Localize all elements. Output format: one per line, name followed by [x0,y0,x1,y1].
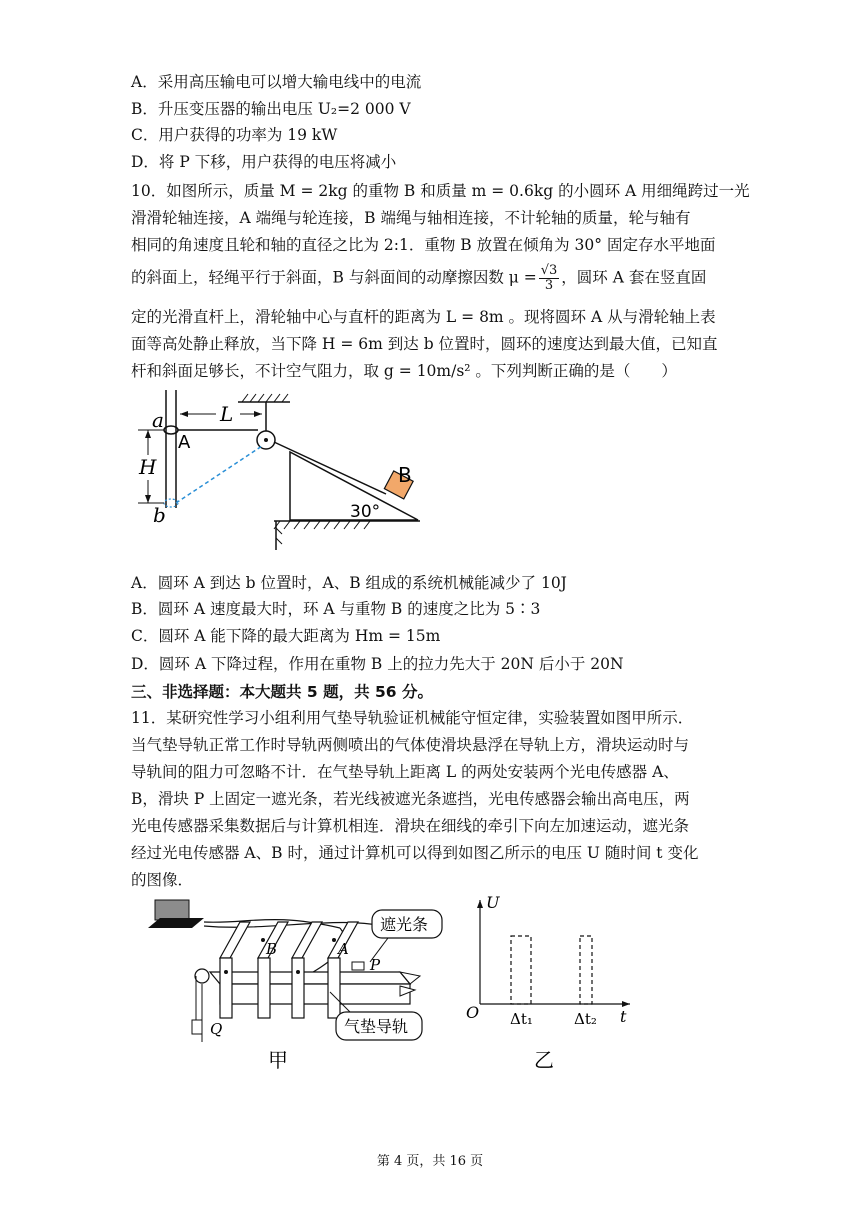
fig1-label-H: H [139,455,157,479]
mu-denominator: 3 [544,278,554,293]
fig1-label-A: A [178,432,191,453]
fig1-label-angle: 30° [350,502,381,522]
pulley-incline-figure [128,390,428,560]
fig1-label-a: a [152,408,164,432]
section-heading: 三、非选择题：本大题共 5 题，共 56 分。 [131,683,433,701]
mu-fraction [539,264,560,293]
callout-qidiandaogui: 气垫导轨 [344,1017,409,1036]
q10-line-4 [131,264,731,293]
q9-option-c: C．用户获得的功率为 19 kW [131,126,338,144]
fig2-label-Q: Q [210,1020,223,1038]
fig1-label-L: L [220,402,234,426]
q10-line-4b: ，圆环 A 套在竖直固 [561,268,707,287]
q9-option-a: A．采用高压输电可以增大输电线中的电流 [131,73,422,91]
q10-line-2: 滑滑轮轴连接，A 端绳与轮连接，B 端绳与轴相连接，不计轮轴的质量，轮与轴有 [131,209,691,227]
fig2-label-P: P [370,956,381,974]
chart-label-dt1: Δt₁ [510,1010,533,1028]
q10-line-5: 定的光滑直杆上，滑轮轴中心与直杆的距离为 L = 8m 。现将圆环 A 从与滑轮轴上表 [131,308,716,326]
air-track-figure [130,892,640,1082]
q11-line-5: 光电传感器采集数据后与计算机相连．滑块在细线的牵引下向左加速运动，遮光条 [131,817,690,835]
fig2-label-B: B [266,940,278,958]
q11-line-3: 导轨间的阻力可忽略不计．在气垫导轨上距离 L 的两处安装两个光电传感器 A、 [131,763,679,781]
fig2-caption-yi: 乙 [534,1048,554,1072]
chart-label-dt2: Δt₂ [574,1010,597,1028]
q10-option-c: C．圆环 A 能下降的最大距离为 Hm = 15m [131,627,441,645]
q11-line-1: 11．某研究性学习小组利用气垫导轨验证机械能守恒定律，实验装置如图甲所示． [131,709,694,727]
q10-line-7: 杆和斜面足够长，不计空气阻力，取 g = 10m/s² 。下列判断正确的是（ ） [131,362,677,380]
mu-numerator: √3 [540,263,558,278]
chart-label-O: O [466,1003,480,1022]
q10-line-4a: 的斜面上，轻绳平行于斜面，B 与斜面间的动摩擦因数 μ = [131,268,537,287]
q11-line-2: 当气垫导轨正常工作时导轨两侧喷出的气体使滑块悬浮在导轨上方，滑块运动时与 [131,736,690,754]
q10-option-d: D．圆环 A 下降过程，作用在重物 B 上的拉力先大于 20N 后小于 20N [131,655,624,673]
q9-option-d: D．将 P 下移，用户获得的电压将减小 [131,153,397,171]
q10-option-a: A．圆环 A 到达 b 位置时，A、B 组成的系统机械能减少了 10J [131,574,567,592]
page-footer: 第 4 页，共 16 页 [376,1154,484,1169]
q11-line-4: B，滑块 P 上固定一遮光条，若光线被遮光条遮挡，光电传感器会输出高电压，两 [131,790,690,808]
q9-option-b: B．升压变压器的输出电压 U₂=2 000 V [131,100,411,118]
fig2-caption-jia: 甲 [268,1048,288,1072]
chart-label-U: U [486,893,500,912]
callout-zheguangtiao: 遮光条 [380,915,429,934]
q10-line-6: 面等高处静止释放，当下降 H = 6m 到达 b 位置时，圆环的速度达到最大值，已知直 [131,335,718,353]
fig1-label-b: b [153,503,166,527]
q11-line-7: 的图像． [131,871,194,889]
q11-line-6: 经过光电传感器 A、B 时，通过计算机可以得到如图乙所示的电压 U 随时间 t 变化 [131,844,699,862]
q10-option-b: B．圆环 A 速度最大时，环 A 与重物 B 的速度之比为 5∶3 [131,600,541,618]
fig1-label-B: B [398,463,412,487]
q10-line-1: 10．如图所示，质量 M = 2kg 的重物 B 和质量 m = 0.6kg 的小圆环 A 用细绳跨过一光 [131,182,750,200]
fig2-label-A: A [338,940,349,958]
q10-line-3: 相同的角速度且轮和轴的直径之比为 2:1．重物 B 放置在倾角为 30° 固定存水平地面 [131,236,716,254]
chart-label-t: t [620,1007,627,1026]
